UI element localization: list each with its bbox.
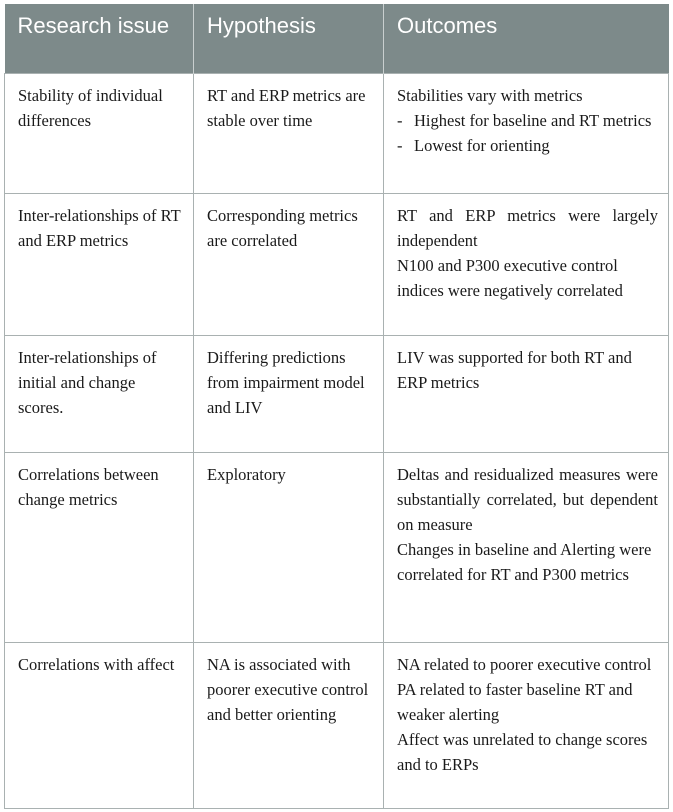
cell-outcomes bbox=[384, 642, 669, 808]
header-hypothesis: Hypothesis bbox=[194, 4, 384, 73]
cell-research-issue: Correlations with affect bbox=[5, 642, 194, 808]
cell-hypothesis: Differing predictions from impairment model and LIV bbox=[194, 335, 384, 452]
outcome-text: RT and ERP metrics were largely independent bbox=[397, 205, 658, 250]
cell-research-issue: Correlations between change metrics bbox=[5, 452, 194, 642]
outcome-text: Affect was unrelated to change scores and to ERPs bbox=[397, 729, 648, 774]
dash-marker: - bbox=[397, 135, 403, 155]
outcome-text: Stabilities vary with metrics bbox=[397, 85, 583, 105]
cell-hypothesis: Corresponding metrics are correlated bbox=[194, 193, 384, 335]
cell-hypothesis: NA is associated with poorer executive control and better orienting bbox=[194, 642, 384, 808]
cell-outcomes bbox=[384, 335, 669, 452]
outcome-text: LIV was supported for both RT and ERP metrics bbox=[397, 347, 632, 392]
table-row bbox=[5, 73, 669, 193]
outcome-text: Deltas and residualized measures were substantially correlated, but dependent on measure bbox=[397, 464, 658, 534]
table-row bbox=[5, 452, 669, 642]
cell-research-issue: Inter-relationships of initial and change scores. bbox=[5, 335, 194, 452]
cell-outcomes bbox=[384, 193, 669, 335]
outcome-bullet bbox=[397, 133, 658, 158]
outcome-text: PA related to faster baseline RT and weaker alerting bbox=[397, 679, 633, 724]
outcome-text: NA related to poorer executive control bbox=[397, 654, 652, 674]
cell-outcomes bbox=[384, 73, 669, 193]
header-research-issue: Research issue bbox=[5, 4, 194, 73]
bullet-text: Lowest for orienting bbox=[414, 135, 550, 155]
header-outcomes: Outcomes bbox=[384, 4, 669, 73]
outcome-text: Changes in baseline and Alerting were correlated for RT and P300 metrics bbox=[397, 539, 652, 584]
table-row bbox=[5, 335, 669, 452]
cell-hypothesis: RT and ERP metrics are stable over time bbox=[194, 73, 384, 193]
table-header bbox=[5, 4, 669, 73]
dash-marker: - bbox=[397, 110, 403, 130]
cell-outcomes bbox=[384, 452, 669, 642]
cell-hypothesis: Exploratory bbox=[194, 452, 384, 642]
header-row bbox=[5, 4, 669, 73]
cell-research-issue: Inter-relationships of RT and ERP metrics bbox=[5, 193, 194, 335]
table-row bbox=[5, 193, 669, 335]
outcome-text: N100 and P300 executive control indices were negatively correlated bbox=[397, 255, 623, 300]
results-table bbox=[4, 4, 669, 809]
cell-research-issue: Stability of individual differences bbox=[5, 73, 194, 193]
table-body bbox=[5, 73, 669, 808]
table-row bbox=[5, 642, 669, 808]
bullet-text: Highest for baseline and RT metrics bbox=[414, 110, 652, 130]
outcome-bullet bbox=[397, 108, 658, 133]
